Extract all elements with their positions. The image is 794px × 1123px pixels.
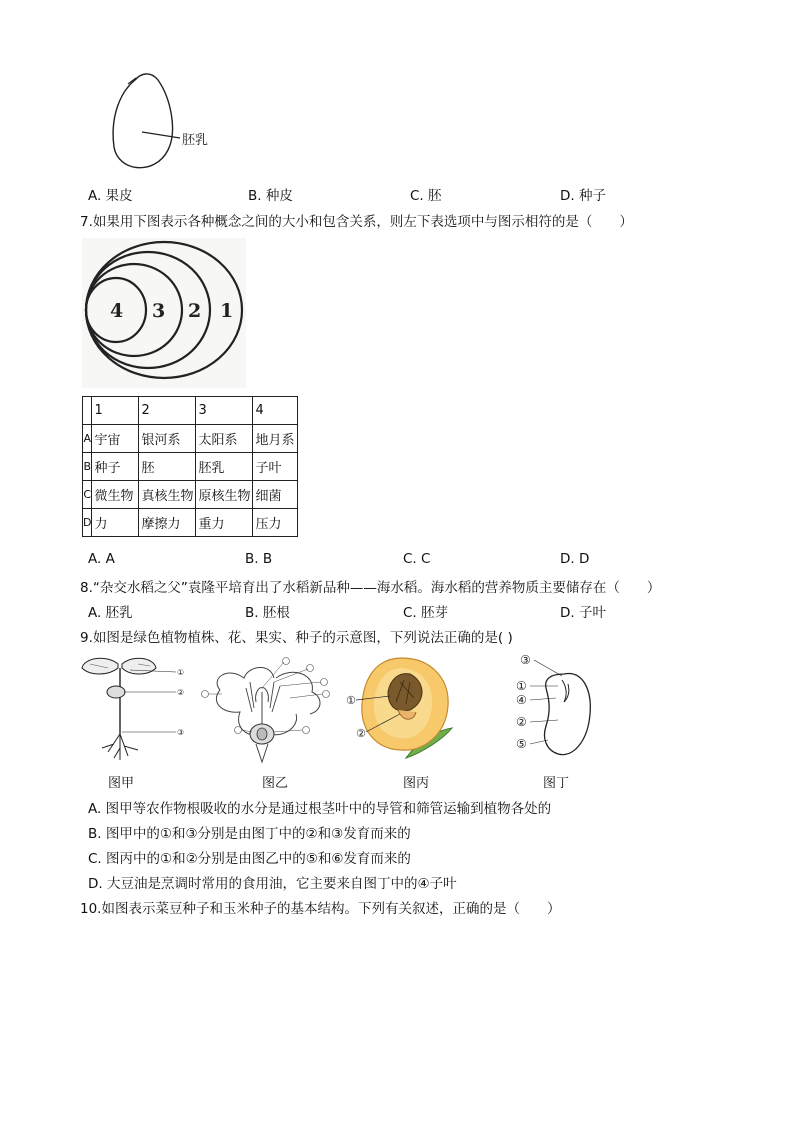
table-cell: 4 (253, 397, 298, 425)
table-cell: 胚乳 (196, 453, 253, 481)
ding-label-3: ③ (520, 653, 531, 667)
circle-label-1: 1 (220, 300, 234, 322)
q9-option-d[interactable]: D. 大豆油是烹调时常用的食用油，它主要来自图丁中的④子叶 (88, 876, 457, 892)
seed-figure (100, 72, 230, 180)
q8-option-c[interactable]: C. 胚芽 (403, 605, 449, 621)
q6-option-d[interactable]: D. 种子 (560, 188, 606, 204)
table-cell: 地月系 (253, 425, 298, 453)
caption-bing: 图丙 (403, 776, 430, 791)
q6-option-a[interactable]: A. 果皮 (88, 188, 133, 204)
table-cell: A (83, 425, 92, 453)
q7-option-c[interactable]: C. C (403, 551, 431, 567)
table-cell: 种子 (92, 453, 139, 481)
table-cell: 重力 (196, 509, 253, 537)
figure-yi-flower (200, 652, 336, 764)
table-cell: 摩擦力 (139, 509, 196, 537)
table-cell: 太阳系 (196, 425, 253, 453)
table-cell: 原核生物 (196, 481, 253, 509)
jia-label-3: ③ (177, 728, 185, 737)
q7-option-b[interactable]: B. B (245, 551, 273, 567)
q8-option-b[interactable]: B. 胚根 (245, 605, 290, 621)
caption-ding: 图丁 (543, 776, 570, 791)
ding-label-5: ⑤ (516, 737, 527, 751)
table-cell: 压力 (253, 509, 298, 537)
concept-circles-figure (82, 238, 246, 388)
table-cell: C (83, 481, 92, 509)
table-cell: 3 (196, 397, 253, 425)
q9-option-a[interactable]: A. 图甲等农作物根吸收的水分是通过根茎叶中的导管和筛管运输到植物各处的 (88, 801, 552, 817)
circle-label-3: 3 (152, 300, 166, 322)
q8-option-a[interactable]: A. 胚乳 (88, 605, 133, 621)
q9-stem: 9.如图是绿色植物植株、花、果实、种子的示意图，下列说法正确的是( ) (80, 630, 513, 646)
q10-stem: 10.如图表示菜豆种子和玉米种子的基本结构。下列有关叙述，正确的是（ ） (80, 901, 561, 917)
table-row (83, 397, 298, 425)
circle-label-4: 4 (110, 300, 124, 322)
bing-label-2: ② (356, 727, 366, 740)
jia-label-2: ② (177, 688, 185, 697)
table-cell: 细菌 (253, 481, 298, 509)
seed-label-endosperm: 胚乳 (182, 133, 209, 148)
q9-option-c[interactable]: C. 图丙中的①和②分别是由图乙中的⑤和⑥发育而来的 (88, 851, 411, 867)
caption-yi: 图乙 (262, 776, 289, 791)
ding-label-4: ④ (516, 693, 527, 707)
table-cell: 子叶 (253, 453, 298, 481)
ding-label-2: ② (516, 715, 527, 729)
caption-jia: 图甲 (108, 776, 135, 791)
bing-label-1: ① (346, 694, 356, 707)
table-cell: 宇宙 (92, 425, 139, 453)
figure-bing-fruit (344, 652, 456, 764)
concept-table (82, 396, 298, 537)
q8-option-d[interactable]: D. 子叶 (560, 605, 606, 621)
table-row (83, 453, 298, 481)
q6-option-b[interactable]: B. 种皮 (248, 188, 293, 204)
table-row (83, 509, 298, 537)
q7-stem: 7.如果用下图表示各种概念之间的大小和包含关系，则左下表选项中与图示相符的是（ ） (80, 214, 633, 230)
q7-option-a[interactable]: A. A (88, 551, 115, 567)
table-cell: 微生物 (92, 481, 139, 509)
figure-jia-plant (78, 652, 190, 764)
table-cell: D (83, 509, 92, 537)
table-row (83, 425, 298, 453)
circle-label-2: 2 (188, 300, 202, 322)
table-cell (83, 397, 92, 425)
table-cell: 1 (92, 397, 139, 425)
table-cell: 银河系 (139, 425, 196, 453)
q9-option-b[interactable]: B. 图甲中的①和③分别是由图丁中的②和③发育而来的 (88, 826, 411, 842)
q7-option-d[interactable]: D. D (560, 551, 590, 567)
table-cell: 2 (139, 397, 196, 425)
table-row (83, 481, 298, 509)
table-cell: B (83, 453, 92, 481)
q8-stem: 8.“杂交水稻之父”袁隆平培育出了水稻新品种——海水稻。海水稻的营养物质主要储存在（ ） (80, 580, 661, 596)
seed-outline (113, 74, 172, 168)
table-cell: 胚 (139, 453, 196, 481)
ding-label-1: ① (516, 679, 527, 693)
jia-label-1: ① (177, 668, 185, 677)
figure-ding-seed (508, 652, 604, 764)
table-cell: 力 (92, 509, 139, 537)
table-cell: 真核生物 (139, 481, 196, 509)
q6-option-c[interactable]: C. 胚 (410, 188, 442, 204)
